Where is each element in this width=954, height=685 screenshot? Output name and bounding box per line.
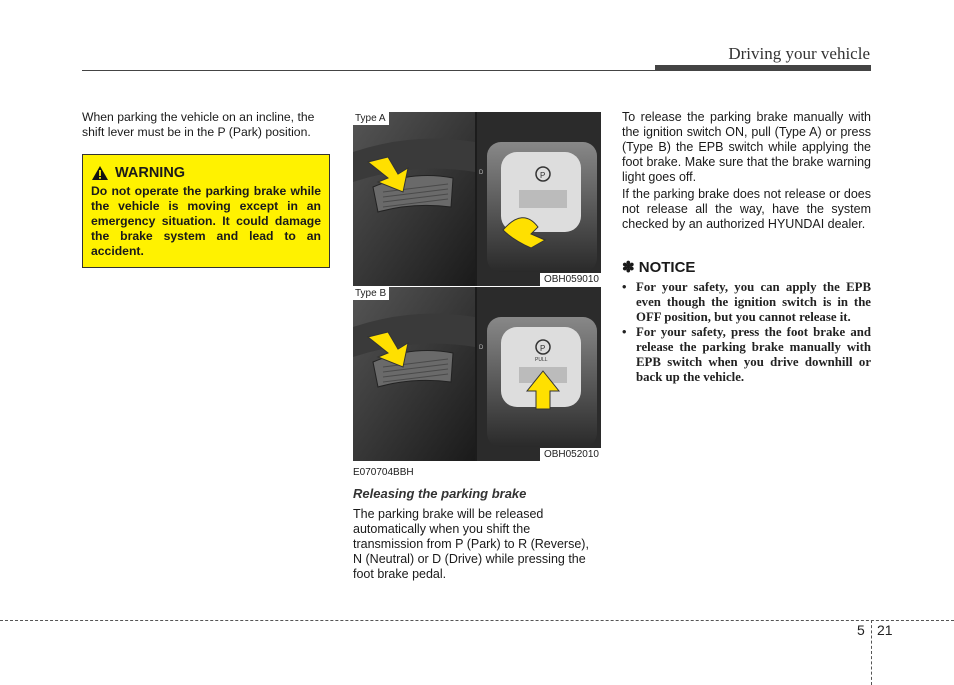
svg-text:PULL: PULL [535, 357, 548, 363]
section-caption: Releasing the parking brake [353, 486, 527, 501]
notice-item: • For your safety, you can apply the EPB even though the ignition switch is in the OFF position, but you cannot release it. [622, 280, 871, 325]
svg-text:P: P [540, 344, 546, 353]
footer-divider [871, 620, 872, 685]
chapter-number: 5 [857, 622, 865, 638]
intro-text: When parking the vehicle on an incline, the shift lever must be in the P (Park) position. [82, 110, 315, 139]
left-column [82, 110, 332, 268]
epb-press-illustration [353, 287, 601, 461]
figure-column [353, 112, 601, 582]
figure-reference: E070704BBH [353, 467, 414, 478]
type-b-label: Type B [353, 287, 389, 300]
figure-code-b: OBH052010 [540, 448, 601, 461]
right-column [622, 110, 871, 385]
auto-release-text: The parking brake will be released automatically when you shift the transmission from P (Park) to R (Reverse), N (Neutral) or D (Drive) while pressing the foot brake pedal. [353, 507, 589, 581]
figure-code-a: OBH059010 [540, 273, 601, 286]
figure-type-a [353, 112, 601, 286]
warning-body: Do not operate the parking brake while the vehicle is moving except in an emergency situation. It could damage the brake system and lead to an accident. [91, 184, 321, 258]
svg-text:D: D [479, 170, 484, 176]
type-a-label: Type A [353, 112, 389, 125]
warning-triangle-icon [91, 165, 109, 181]
dealer-check-text: If the parking brake does not release or does not release all the way, have the system checked by an authorized HYUNDAI dealer. [622, 187, 871, 231]
header-bar [655, 65, 871, 71]
notice-item: • For your safety, press the foot brake and release the parking brake manually with EPB switch when you drive downhill or back up the vehicle. [622, 325, 871, 385]
svg-text:P: P [540, 171, 546, 180]
warning-box [82, 154, 330, 268]
footer-rule [0, 620, 954, 621]
section-title: Driving your vehicle [728, 44, 870, 63]
page-number: 21 [877, 622, 893, 638]
warning-title: WARNING [115, 165, 186, 181]
manual-release-text: To release the parking brake manually with the ignition switch ON, pull (Type A) or press (Type B) the EPB switch while applying the foot brake. Make sure that the brake warning light goes off. [622, 110, 871, 184]
epb-pull-illustration [353, 112, 601, 286]
warning-heading [91, 165, 321, 181]
notice-list [622, 280, 871, 385]
figure-type-b [353, 287, 601, 461]
svg-text:D: D [479, 345, 484, 351]
notice-heading: ✽ NOTICE [622, 259, 696, 276]
